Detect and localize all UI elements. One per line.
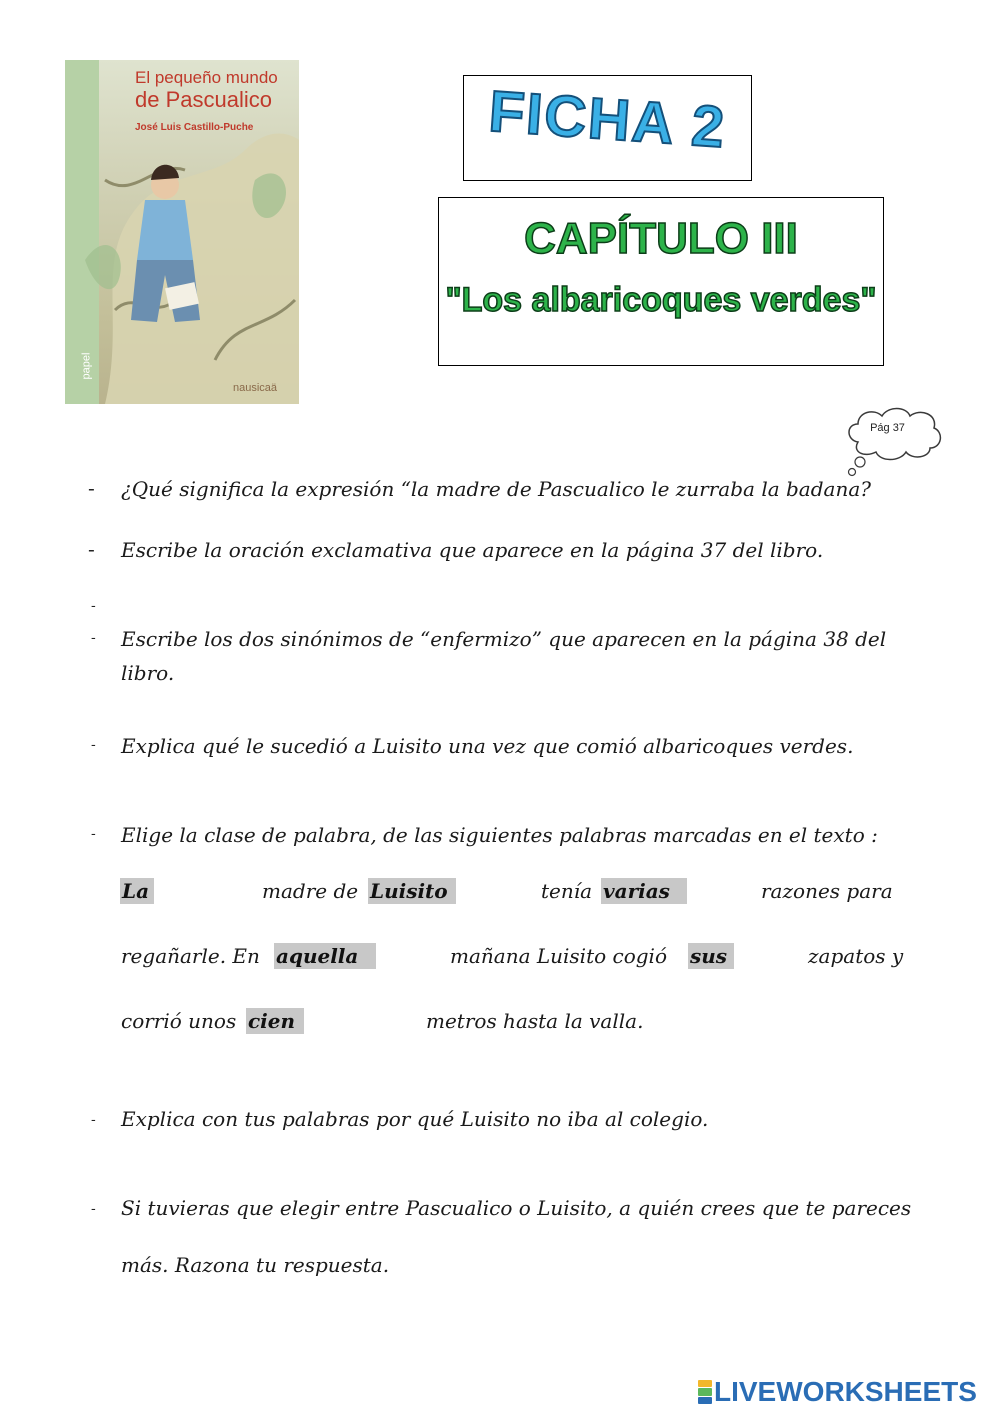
exercise-text: tenía	[541, 879, 593, 903]
cover-series-label: papel	[80, 352, 93, 380]
question-5: Elige la clase de palabra, de las siguientes palabras marcadas en el texto :	[121, 823, 878, 847]
bullet-dash: -	[91, 826, 96, 842]
exercise-text: corrió unos	[121, 1009, 237, 1033]
question-1: ¿Qué significa la expresión “la madre de Pascualico le zurraba la badana?	[121, 477, 871, 501]
question-7-line2: más. Razona tu respuesta.	[121, 1253, 390, 1277]
chapter-subtitle: "Los albaricoques verdes"	[445, 281, 877, 319]
ficha-title: FICHA 2	[486, 78, 729, 161]
bullet-dash: -	[91, 1201, 96, 1217]
marked-word-la[interactable]: La	[120, 878, 154, 904]
question-6: Explica con tus palabras por qué Luisito no iba al colegio.	[121, 1107, 709, 1131]
cover-title-line2: de Pascualico	[135, 87, 272, 112]
marked-word-aquella[interactable]: aquella	[274, 943, 376, 969]
bullet-dash: -	[88, 476, 95, 500]
liveworksheets-logo-icon	[698, 1380, 712, 1404]
marked-word-varias[interactable]: varias	[601, 878, 687, 904]
cover-author: José Luis Castillo-Puche	[135, 122, 254, 133]
chapter-heading: CAPÍTULO III	[524, 214, 798, 263]
cover-title-line1: El pequeño mundo	[135, 68, 278, 87]
question-4: Explica qué le sucedió a Luisito una vez que comió albaricoques verdes.	[121, 734, 854, 758]
chapter-title-box	[438, 197, 884, 366]
exercise-text: razones para	[761, 879, 893, 903]
bullet-dash: -	[88, 537, 95, 561]
question-7-line1: Si tuvieras que elegir entre Pascualico o Luisito, a quién crees que te pareces	[121, 1196, 912, 1220]
ficha-title-box	[463, 75, 752, 181]
exercise-text: regañarle. En	[121, 944, 260, 968]
marked-word-cien[interactable]: cien	[246, 1008, 304, 1034]
marked-word-sus[interactable]: sus	[688, 943, 734, 969]
cover-publisher: nausicaä	[233, 382, 278, 394]
exercise-text: zapatos y	[808, 944, 904, 968]
liveworksheets-logo-text: LIVEWORKSHEETS	[714, 1376, 977, 1407]
bullet-dash: -	[91, 1112, 96, 1128]
bullet-dash-empty: -	[91, 598, 96, 614]
exercise-text: mañana Luisito cogió	[450, 944, 667, 968]
exercise-text: madre de	[262, 879, 359, 903]
thought-cloud-icon	[840, 402, 945, 480]
marked-word-luisito[interactable]: Luisito	[368, 878, 456, 904]
liveworksheets-logo	[698, 1378, 977, 1406]
bullet-dash: -	[91, 737, 96, 753]
bullet-dash: -	[91, 630, 96, 646]
page-reference-cloud	[840, 402, 945, 480]
page-reference-label: Pág 37	[870, 422, 905, 434]
book-cover-image	[65, 60, 299, 404]
exercise-text: metros hasta la valla.	[426, 1009, 644, 1033]
question-2: Escribe la oración exclamativa que aparece en la página 37 del libro.	[121, 538, 824, 562]
question-3: Escribe los dos sinónimos de “enfermizo” que aparecen en la página 38 del libro.	[121, 627, 887, 685]
